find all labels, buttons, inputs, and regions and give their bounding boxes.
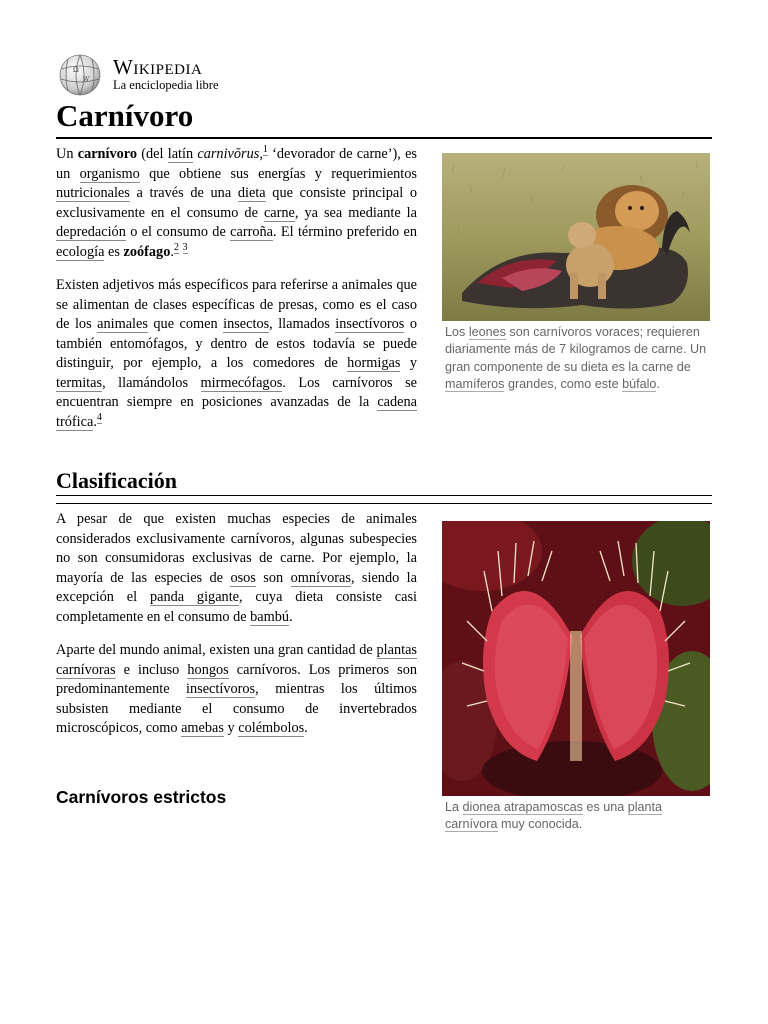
title-rule [56,137,712,139]
link-mamiferos[interactable]: mamíferos [445,376,505,391]
intro-paragraph-1: Un carnívoro (del latín carnivŏrus,$^1$ ‘devorador de carne’), es un organismo que obtiene sus energías y requerimientos nutricionales a través de una dieta que consiste principal o exclusivamente en el consumo de carne, ya sea mediante la depredación o el consumo de carroña. El término preferido en ecología es zoófago.$^2$ $^3$ [56,144,417,260]
link-bambu[interactable]: bambú [250,608,290,625]
reference-1[interactable]: 1 [262,144,268,155]
link-insectos[interactable]: insectos [223,316,270,332]
puzzle-globe-icon [56,54,104,96]
venus-flytrap-photo[interactable] [442,521,710,796]
link-plantas-carnivoras[interactable]: plantas carnívoras [56,642,417,678]
bold-term: carnívoro [77,146,138,162]
link-amebas[interactable]: amebas [181,720,224,736]
bold-term: zoófago [123,243,171,260]
link-insectivoros[interactable]: insectívoros [335,316,405,332]
figure-venus-flytrap [442,521,710,834]
svg-text:Ω: Ω [73,66,79,74]
link-omnivoras[interactable]: omnívoras [290,569,351,586]
lions-photo[interactable] [442,153,710,321]
link-termitas[interactable]: termitas [56,374,103,391]
link-hongos[interactable]: hongos [187,661,229,678]
link-planta-carnivora[interactable]: planta carnívora [445,800,663,832]
section-paragraph-2: Aparte del mundo animal, existen una gran cantidad de plantas carnívoras e incluso hongos carnívoros. Los primeros son predominantemente insectívoros, mientras los últimos subsisten mediante el consumo de invertebrados microscópicos, como amebas y colémbolos. [56,642,417,736]
reference-2[interactable]: 2 [173,241,179,253]
link-ecologia[interactable]: ecología [56,243,105,260]
link-osos[interactable]: osos [230,569,256,586]
intro-paragraph-2: Existen adjetivos más específicos para referirse a animales que se alimentan de clases específicas de presas, como es el caso de los animales que comen insectos, llamados insectívoros o también entomófagos, y dentro de estos todavía se puede distinguir, por ejemplo, a los comedores de hormigas y termitas, llamándolos mirmecófagos. Los carnívoros se encuentran siempre en posiciones avanzadas de la cadena trófica.$^4$ [56,277,418,430]
link-carrona[interactable]: carroña [230,224,273,240]
figure-lions [442,153,710,393]
section-heading-clasificacion: Clasificación [56,468,177,493]
link-leones[interactable]: leones [468,325,506,339]
link-animales[interactable]: animales [97,316,148,332]
section-rule-top [56,495,712,496]
section-rule-bottom [56,503,712,504]
link-cadena-trofica[interactable]: cadena trófica [56,394,417,430]
link-panda-gigante[interactable]: panda gigante [149,589,240,605]
intro-text [56,145,417,446]
link-dieta[interactable]: dieta [237,185,266,201]
reference-3[interactable]: 3 [182,241,188,253]
reference-4[interactable]: 4 [96,411,102,423]
link-depredacion[interactable]: depredación [56,224,126,240]
link-bufalo[interactable]: búfalo [622,376,657,391]
link-dionea-atrapamoscas[interactable]: dionea atrapamoscas [462,800,583,814]
subsection-heading-carnivoros-estrictos: Carnívoros estrictos [56,787,227,807]
figure-venus-flytrap-caption: La dionea atrapamoscas es una planta carnívora muy conocida. [445,800,663,832]
page-title: Carnívoro [56,98,194,133]
wikipedia-tagline: La enciclopedia libre [113,78,219,92]
wikipedia-wordmark: Wikipedia [113,55,203,79]
link-organismo[interactable]: organismo [79,165,140,182]
link-nutricionales[interactable]: nutricionales [56,185,130,201]
svg-text:W: W [83,76,90,83]
link-mirmecofagos[interactable]: mirmecófagos [200,374,283,391]
link-carne[interactable]: carne [263,204,295,221]
link-colembolos[interactable]: colémbolos [238,720,305,736]
link-hormigas[interactable]: hormigas [347,355,401,371]
link-insectivoros-2[interactable]: insectívoros [186,681,256,697]
section-text [56,510,417,753]
figure-lions-caption: Los leones son carnívoros voraces; requieren diariamente más de 7 kilogramos de carne. Un gran componente de su dieta es la carne de mamíferos grandes, como este búfalo. [445,325,707,391]
link-latin[interactable]: latín [167,146,194,162]
section-paragraph-1: A pesar de que existen muchas especies de animales considerados exclusivamente carnívoros, algunas subespecies no son consumidoras exclusivas de carne. Por ejemplo, la mayoría de las especies de osos son omnívoras, siendo la excepción el panda gigante, cuya dieta consiste casi completamente en el consumo de bambú. [56,511,417,625]
